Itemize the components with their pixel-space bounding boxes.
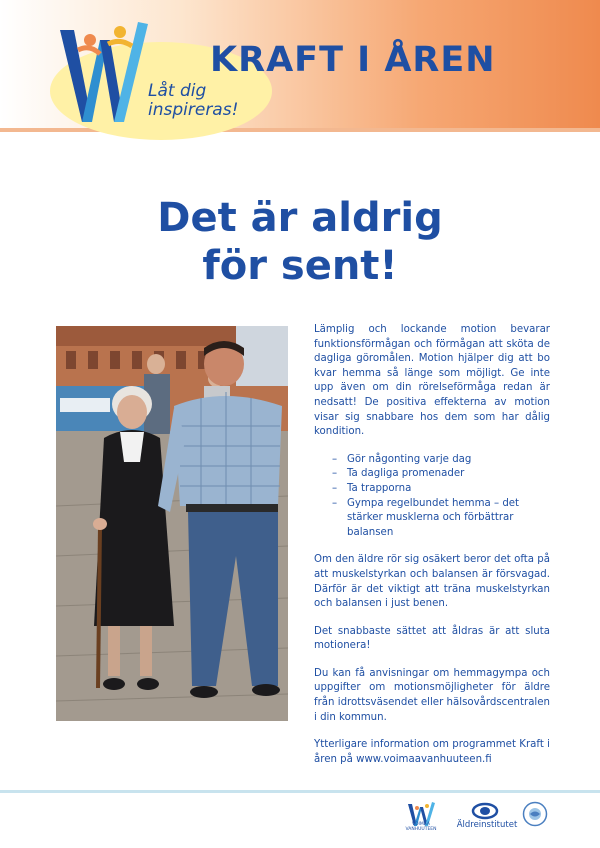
list-item: – Ta dagliga promenader xyxy=(332,467,550,482)
footer-logo-1-label: VOIMAA VANHUUTEEN xyxy=(405,822,437,832)
more-info-text: Ytterligare information om programmet Kraft i åren på xyxy=(314,739,550,765)
guidance-paragraph: Du kan få anvisningar om hemmagympa och uppgifter om motionsmöjligheter för äldre från idrottsväsendet eller hälsovårdscentralen i din kommun. xyxy=(314,667,550,723)
website-link[interactable]: www.voimaavanhuuteen.fi xyxy=(356,753,492,765)
ministry-seal-icon xyxy=(522,801,548,827)
more-info-paragraph xyxy=(314,738,550,767)
brand-title: KRAFT I ÅREN xyxy=(210,40,496,80)
page-headline xyxy=(0,194,600,290)
list-item: – Gympa regelbundet hemma – det stärker musklerna och förbättrar balansen xyxy=(332,497,550,541)
list-item: – Gör någonting varje dag xyxy=(332,453,550,468)
headline-line-1: Det är aldrig xyxy=(157,195,443,241)
slogan: Låt dig inspireras! xyxy=(148,81,239,120)
photo-elderly-couple xyxy=(56,326,288,721)
kraft-logo-icon xyxy=(52,10,152,128)
aldreinstitutet-logo-icon xyxy=(470,802,500,820)
footer-logo-2-label: Äldreinstitutet xyxy=(456,820,518,830)
footer-divider xyxy=(0,790,600,793)
headline-line-2: för sent! xyxy=(202,243,398,289)
balance-paragraph: Om den äldre rör sig osäkert beror det ofta på att muskelstyrkan och balansen är försvagad. Därför är det viktigt att träna muskelstyrkan och balansen i just benen. xyxy=(314,554,550,610)
intro-paragraph: Lämplig och lockande motion bevarar funktionsförmågan och förmågan att sköta de dagliga göromålen. Motion hjälper dig att bo kvar hemma så länge som möjligt. Ge inte upp även om din rörelseförmåga redan är nedsatt! De positiva effekterna av motion visar sig snabbare hos dem som har dålig kondition. xyxy=(314,324,550,438)
tips-list xyxy=(314,453,550,541)
quickest-paragraph: Det snabbaste sättet att åldras är att sluta motionera! xyxy=(314,625,550,652)
photo-illustration-icon xyxy=(56,326,288,721)
article-body xyxy=(314,323,550,780)
list-item: – Ta trapporna xyxy=(332,482,550,497)
